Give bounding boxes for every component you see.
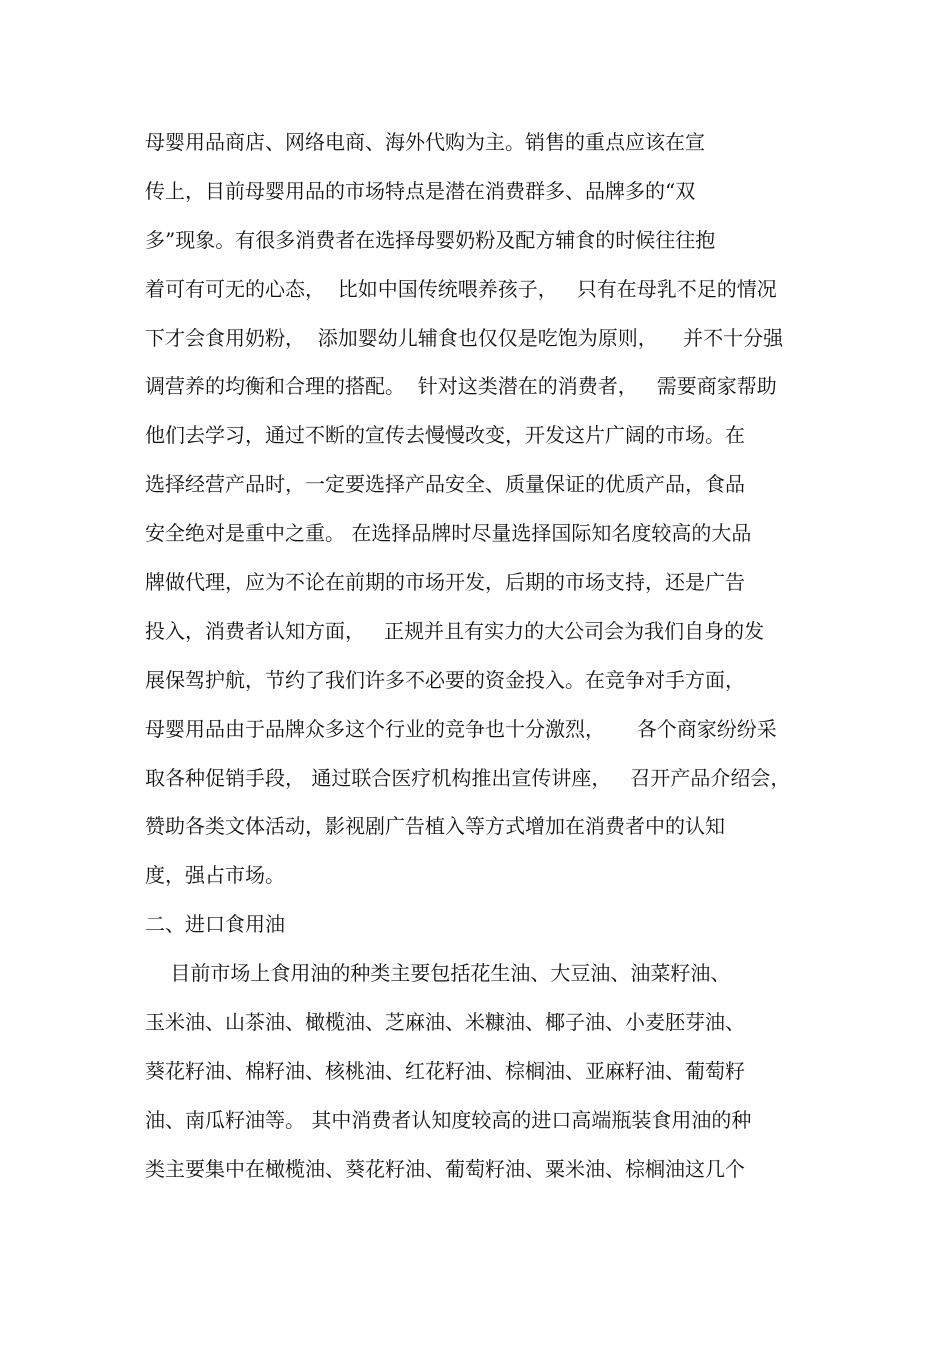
text-line: 选择经营产品时，一定要选择产品安全、质量保证的优质产品，食品: [145, 472, 745, 497]
text-line: 投入，消费者认知方面， 正规并且有实力的大公司会为我们自身的发: [145, 618, 765, 643]
document-body: [145, 118, 825, 1194]
text-line: 赞助各类文体活动，影视剧广告植入等方式增加在消费者中的认知: [145, 814, 725, 839]
text-line: 目前市场上食用油的种类主要包括花生油、大豆油、油菜籽油、: [145, 961, 731, 986]
text-line: 度，强占市场。: [145, 863, 285, 888]
text-line: 类主要集中在橄榄油、葵花籽油、葡萄籽油、粟米油、棕榈油这几个: [145, 1156, 745, 1181]
text-line: 调营养的均衡和合理的搭配。 针对这类潜在的消费者， 需要商家帮助: [145, 374, 777, 399]
text-line: 他们去学习，通过不断的宣传去慢慢改变，开发这片广阔的市场。在: [145, 423, 745, 448]
text-line: 取各种促销手段， 通过联合医疗机构推出宣传讲座， 召开产品介绍会，: [145, 765, 791, 790]
section-heading: 二、进口食用油: [145, 912, 285, 937]
text-line: 母婴用品由于品牌众多这个行业的竞争也十分激烈， 各个商家纷纷采: [145, 716, 777, 741]
text-line: 安全绝对是重中之重。 在选择品牌时尽量选择国际知名度较高的大品: [145, 521, 752, 546]
text-line: 牌做代理，应为不论在前期的市场开发，后期的市场支持，还是广告: [145, 570, 745, 595]
text-line: 葵花籽油、棉籽油、核桃油、红花籽油、棕榈油、亚麻籽油、葡萄籽: [145, 1058, 745, 1083]
text-line: 展保驾护航，节约了我们许多不必要的资金投入。在竞争对手方面，: [145, 667, 745, 692]
text-line: 多”现象。有很多消费者在选择母婴奶粉及配方辅食的时候往往抱: [145, 227, 716, 252]
text-line: 着可有可无的心态， 比如中国传统喂养孩子， 只有在母乳不足的情况: [145, 276, 777, 301]
text-line: 油、南瓜籽油等。 其中消费者认知度较高的进口高端瓶装食用油的种: [145, 1107, 752, 1132]
text-line: 玉米油、山茶油、橄榄油、芝麻油、米糠油、椰子油、小麦胚芽油、: [145, 1010, 745, 1035]
text-line: 传上，目前母婴用品的市场特点是潜在消费群多、品牌多的“双: [145, 178, 696, 203]
text-line: 母婴用品商店、网络电商、海外代购为主。销售的重点应该在宣: [145, 130, 705, 154]
text-line: 下才会食用奶粉， 添加婴幼儿辅食也仅仅是吃饱为原则， 并不十分强: [145, 325, 784, 350]
